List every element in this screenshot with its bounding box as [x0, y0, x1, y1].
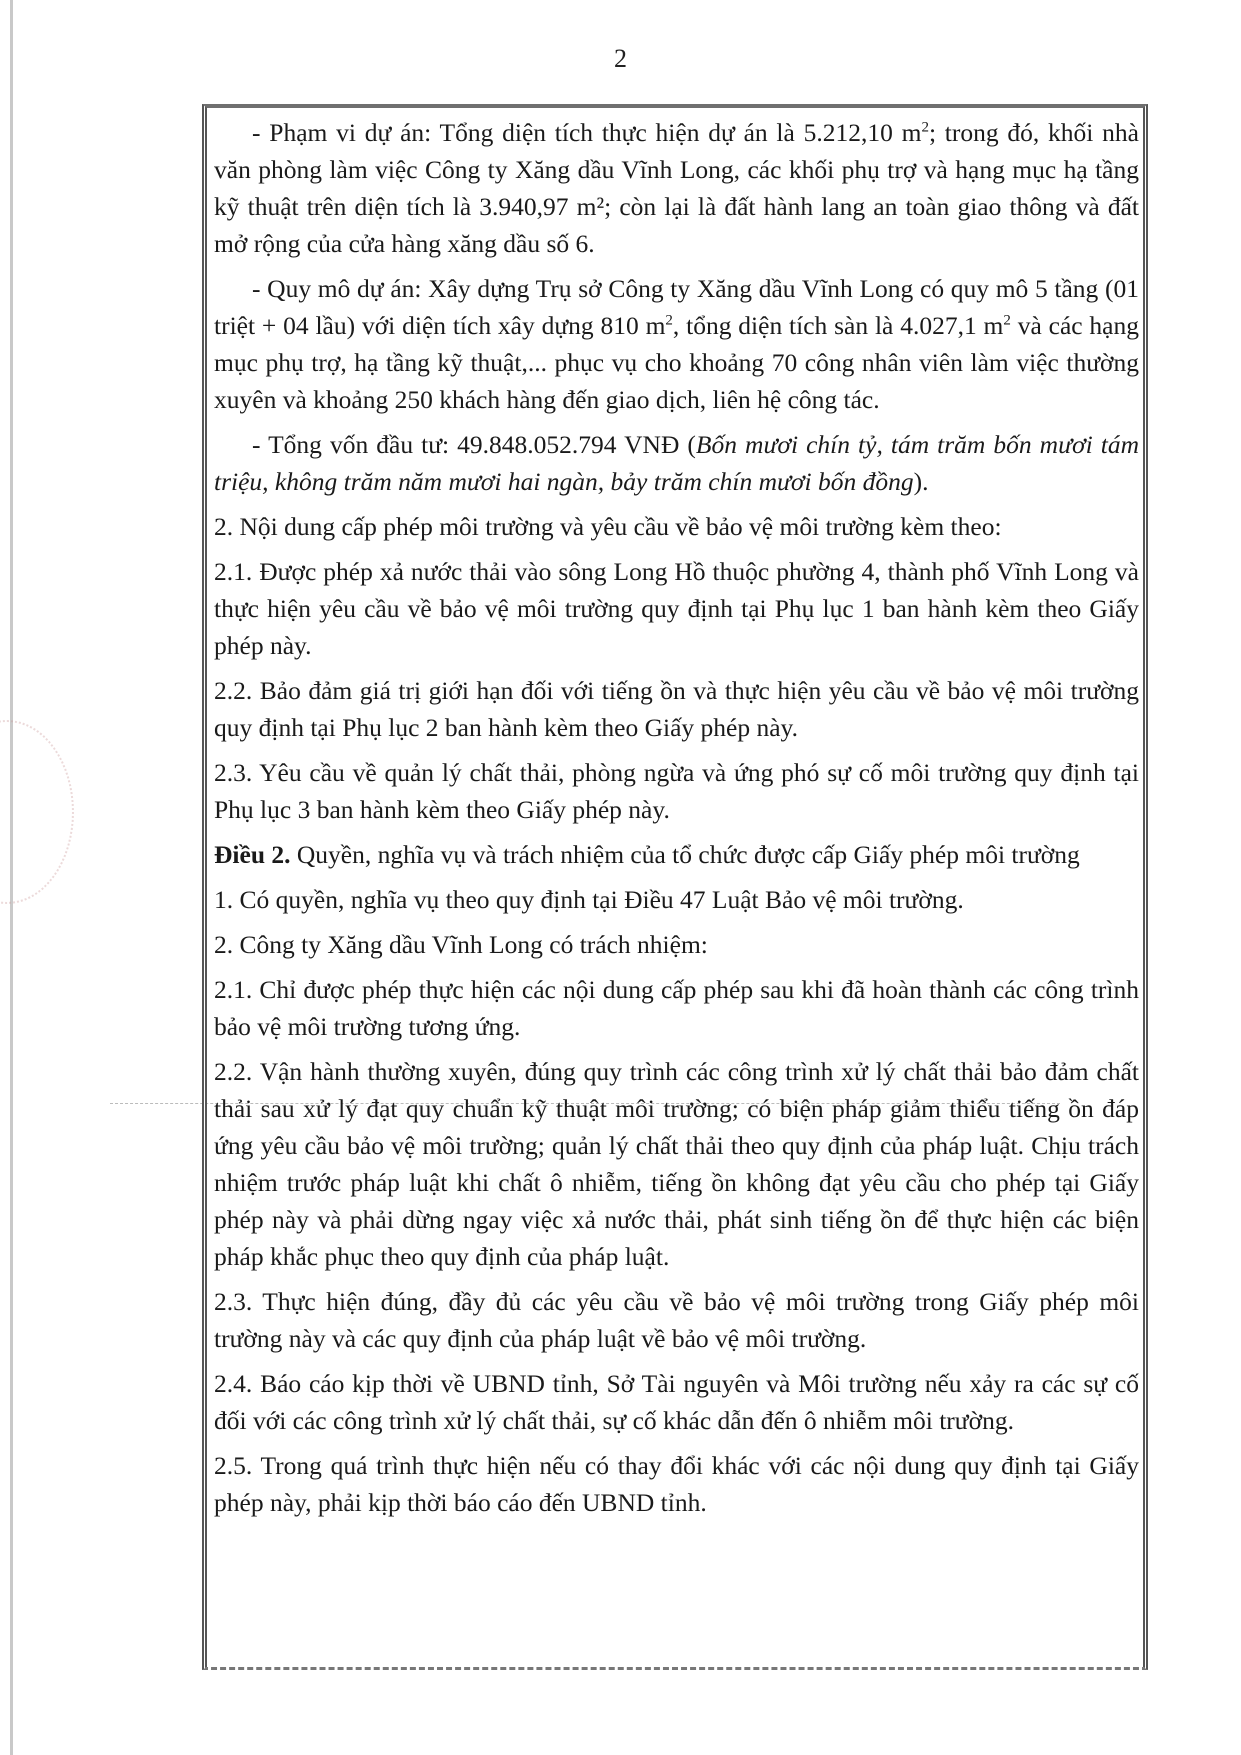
article2-heading	[214, 836, 1139, 873]
document-body	[214, 114, 1139, 1529]
project-scale-text-b: , tổng diện tích sàn là 4.027,1 m	[672, 311, 1004, 340]
article2-clause: 2. Công ty Xăng dầu Vĩnh Long có trách nhiệm:	[214, 930, 708, 959]
section2-item: 2.3. Yêu cầu về quản lý chất thải, phòng ngừa và ứng phó sự cố môi trường quy định tại Phụ lục 3 ban hành kèm theo Giấy phép này.	[214, 758, 1139, 824]
article2-item: 2.3. Thực hiện đúng, đầy đủ các yêu cầu về bảo vệ môi trường trong Giấy phép môi trường này và các quy định của pháp luật về bảo vệ môi trường.	[214, 1287, 1139, 1353]
superscript: 2	[921, 119, 929, 136]
section2-item: 2.1. Được phép xả nước thải vào sông Long Hồ thuộc phường 4, thành phố Vĩnh Long và thực hiện yêu cầu về bảo vệ môi trường quy định tại Phụ lục 1 ban hành kèm theo Giấy phép này.	[214, 557, 1139, 660]
investment-paragraph	[214, 426, 1139, 500]
faint-seal-impression	[0, 720, 74, 904]
project-scale-text: - Quy mô dự án: Xây dựng Trụ sở Công ty Xăng dầu Vĩnh Long có quy mô 5 tầng (01 triệt + 04 lầu) với diện tích xây dựng 810 m	[214, 274, 1139, 340]
project-scope-text-cont: ; trong đó, khối nhà văn phòng làm việc Công ty Xăng dầu Vĩnh Long, các khối phụ trợ và hạng mục hạ tầng kỹ thuật trên diện tích là 3.940,97 m²; còn lại là đất hành lang an toàn giao thông và đất mở rộng của cửa hàng xăng dầu số 6.	[214, 118, 1139, 258]
article2-clause: 1. Có quyền, nghĩa vụ theo quy định tại Điều 47 Luật Bảo vệ môi trường.	[214, 885, 964, 914]
investment-close: ).	[913, 467, 929, 496]
project-scale-paragraph	[214, 270, 1139, 418]
section2-item: 2.2. Bảo đảm giá trị giới hạn đối với tiếng ồn và thực hiện yêu cầu về bảo vệ môi trường quy định tại Phụ lục 2 ban hành kèm theo Giấy phép này.	[214, 676, 1139, 742]
project-scale-text-c: và các hạng mục phụ trợ, hạ tầng kỹ thuật,... phục vụ cho khoảng 70 công nhân viên làm việc thường xuyên và khoảng 250 khách hàng đến giao dịch, liên hệ công tác.	[214, 311, 1139, 414]
article2-item: 2.5. Trong quá trình thực hiện nếu có thay đổi khác với các nội dung quy định tại Giấy phép này, phải kịp thời báo cáo đến UBND tỉnh.	[214, 1451, 1139, 1517]
article2-label: Điều 2.	[214, 840, 291, 869]
superscript: 2	[1003, 312, 1011, 329]
article2-item: 2.2. Vận hành thường xuyên, đúng quy trình các công trình xử lý chất thải bảo đảm chất thải sau xử lý đạt quy chuẩn kỹ thuật môi trường; có biện pháp giảm thiểu tiếng ồn đáp ứng yêu cầu bảo vệ môi trường; quản lý chất thải theo quy định của pháp luật. Chịu trách nhiệm trước pháp luật khi chất ô nhiễm, tiếng ồn không đạt yêu cầu cho phép tại Giấy phép này và phải dừng ngay việc xả nước thải, phát sinh tiếng ồn để thực hiện các biện pháp khắc phục theo quy định của pháp luật.	[214, 1057, 1139, 1271]
superscript: 2	[665, 312, 673, 329]
section2-heading: 2. Nội dung cấp phép môi trường và yêu cầu về bảo vệ môi trường kèm theo:	[214, 512, 1002, 541]
investment-text: - Tổng vốn đầu tư: 49.848.052.794 VNĐ (	[252, 430, 696, 459]
article2-item: 2.4. Báo cáo kịp thời về UBND tỉnh, Sở Tài nguyên và Môi trường nếu xảy ra các sự cố đối với các công trình xử lý chất thải, sự cố khác dẫn đến ô nhiễm môi trường.	[214, 1369, 1139, 1435]
project-scope-paragraph	[214, 114, 1139, 262]
article2-title: Quyền, nghĩa vụ và trách nhiệm của tổ chức được cấp Giấy phép môi trường	[290, 840, 1080, 869]
page-number: 2	[614, 44, 627, 73]
article2-item: 2.1. Chỉ được phép thực hiện các nội dung cấp phép sau khi đã hoàn thành các công trình bảo vệ môi trường tương ứng.	[214, 975, 1139, 1041]
investment-words: Bốn mươi chín tỷ, tám trăm bốn mươi tám triệu, không trăm năm mươi hai ngàn, bảy trăm chín mươi bốn đồng	[214, 430, 1139, 496]
project-scope-text: - Phạm vi dự án: Tổng diện tích thực hiện dự án là 5.212,10 m	[252, 118, 922, 147]
